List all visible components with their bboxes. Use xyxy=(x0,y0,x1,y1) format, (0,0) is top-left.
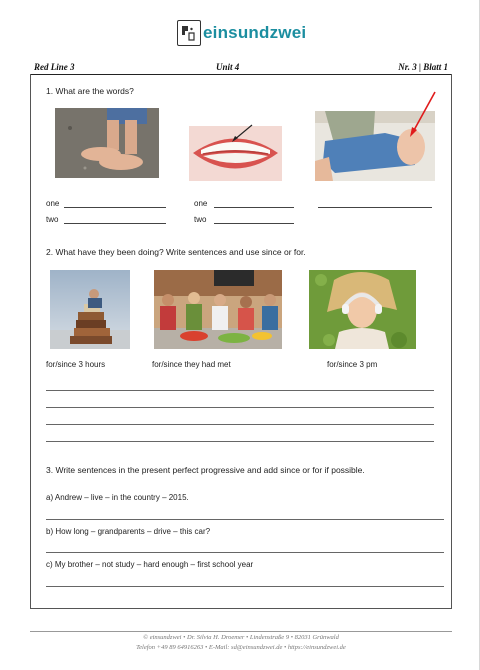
q3-writing-line-c[interactable] xyxy=(46,586,444,587)
knee-arrow-icon xyxy=(405,90,439,143)
q1-label-two-1: two xyxy=(46,215,59,224)
question-3-title: 3. Write sentences in the present perfect progressive and add since or for if possible. xyxy=(46,465,365,475)
q2-writing-line-2[interactable] xyxy=(46,407,434,408)
q1-answer-line-5[interactable] xyxy=(318,207,432,208)
q3-writing-line-b[interactable] xyxy=(46,552,444,553)
q2-writing-line-4[interactable] xyxy=(46,441,434,442)
q3-item-b: b) How long – grandparents – drive – this car? xyxy=(46,527,211,536)
header-unit: Unit 4 xyxy=(216,62,240,72)
teeth-arrow-icon xyxy=(228,124,254,149)
worksheet-header xyxy=(30,60,452,74)
books-boy-picture xyxy=(50,270,130,349)
q2-caption-1: for/since 3 hours xyxy=(46,360,106,369)
q2-caption-2: for/since they had met xyxy=(152,360,231,369)
q3-item-a: a) Andrew – live – in the country – 2015. xyxy=(46,493,189,502)
q3-item-c: c) My brother – not study – hard enough – first school year xyxy=(46,560,254,569)
music-girl-picture xyxy=(309,270,416,349)
q1-label-one-1: one xyxy=(46,199,60,208)
footer-address: © einsundzwei • Dr. Silvia H. Droemer • Lindenstraße 9 • 82031 Grünwald xyxy=(143,634,339,641)
cooking-group-picture xyxy=(154,270,282,349)
logo-face-icon xyxy=(177,20,201,46)
q1-answer-line-1[interactable] xyxy=(64,207,166,208)
feet-picture xyxy=(55,108,159,178)
q1-answer-line-4[interactable] xyxy=(214,223,294,224)
logo-wordmark: einsundzwei xyxy=(203,23,307,42)
q1-label-two-2: two xyxy=(194,215,207,224)
q1-answer-line-2[interactable] xyxy=(64,223,166,224)
question-1-title: 1. What are the words? xyxy=(46,86,134,96)
q1-answer-line-3[interactable] xyxy=(214,207,294,208)
q3-writing-line-a[interactable] xyxy=(46,519,444,520)
q2-writing-line-1[interactable] xyxy=(46,390,434,391)
einsundzwei-logo xyxy=(177,18,306,48)
q2-writing-line-3[interactable] xyxy=(46,424,434,425)
footer-rule xyxy=(30,631,452,632)
q2-caption-3: for/since 3 pm xyxy=(327,360,378,369)
header-number: Nr. 3 | Blatt 1 xyxy=(398,62,448,72)
header-book: Red Line 3 xyxy=(34,62,75,72)
q1-label-one-2: one xyxy=(194,199,208,208)
footer-contact: Telefon +49 89 64916263 • E-Mail: sd@einsundzwei.de • https://einsundzwei.de xyxy=(136,644,346,651)
question-2-title: 2. What have they been doing? Write sentences and use since or for. xyxy=(46,247,306,257)
